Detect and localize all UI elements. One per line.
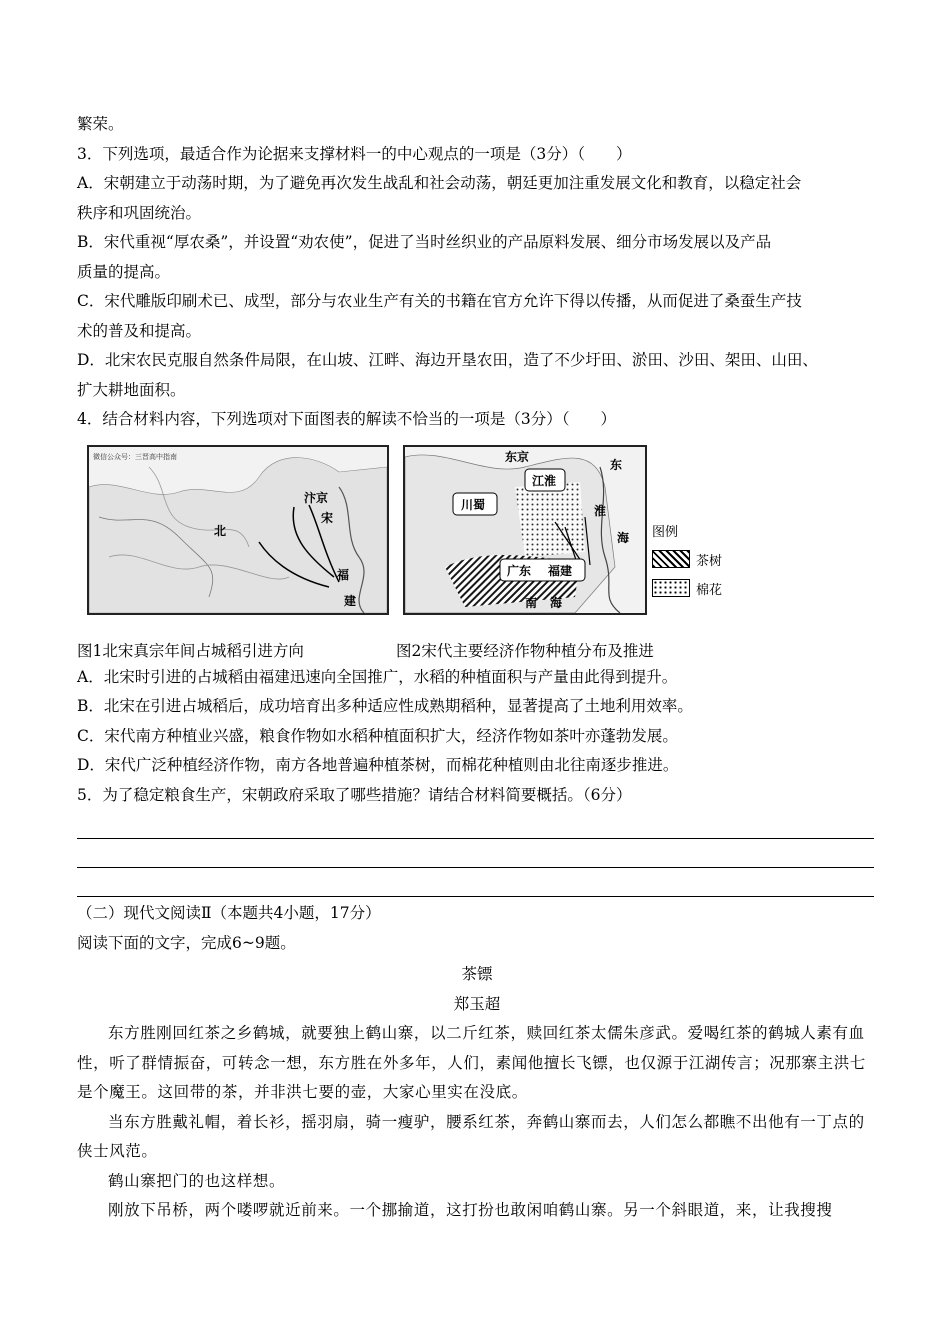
story-paragraph: 刚放下吊桥，两个喽啰就近前来。一个挪揄道，这打扮也敢闲咱鹤山寨。另一个斜眼道，来，让我搜搜: [108, 1201, 833, 1219]
q4-option-c: C．宋代南方种植业兴盛，粮食作物如水稻种植面积扩大，经济作物如茶叶亦蓬勃发展。: [77, 726, 678, 745]
story-title: 茶镖: [461, 965, 493, 983]
map1-label-jian: 建: [344, 593, 357, 608]
map-1-svg: [89, 447, 387, 613]
map-2-svg: [405, 447, 645, 613]
q3-option-b-line1: B．宋代重视“厚农桑”，并设置“劝农使”，促进了当时丝织业的产品原料发展、细分市场发展以及产品: [77, 233, 772, 251]
figure-2-map: [403, 445, 647, 615]
figure-1-caption: 图1北宋真宗年间占城稻引进方向: [77, 641, 304, 660]
legend-title: 图例: [652, 524, 679, 540]
map1-label-north: 北: [214, 523, 227, 538]
map2-label-chuanshu: 川蜀: [461, 497, 486, 512]
map2-label-fujian: 福建: [548, 563, 573, 578]
cotton-swatch: [652, 579, 690, 597]
q4-option-a: A．北宋时引进的占城稻由福建迅速向全国推广，水稻的种植面积与产量由此得到提升。: [77, 667, 678, 686]
text-line: 繁荣。: [77, 115, 124, 133]
question-4: 4．结合材料内容，下列选项对下面图表的解读不恰当的一项是（3分）（ ）: [77, 410, 616, 428]
map2-label-jianghuai: 江淮: [532, 473, 557, 488]
story-author: 郑玉超: [453, 994, 501, 1013]
map2-label-huai: 淮: [594, 503, 607, 518]
answer-line[interactable]: [77, 839, 874, 868]
story-paragraph: 东方胜刚回红茶之乡鹤城，就要独上鹤山寨，以二斤红茶，赎回红茶太儒朱彦武。爱喝红茶的鹤城人素有血性，听了群情振奋，可转念一想，东方胜在外多年，人们，素闻他擅长飞镖，也仅源于江湖传言；况那寨主洪七是个魔王。这回带的茶，并非洪七要的壶，大家心里实在没底。: [77, 1024, 866, 1101]
section-instruction: 阅读下面的文字，完成6~9题。: [77, 933, 296, 952]
map2-label-guangdong: 广东: [507, 563, 532, 578]
watermark-text: 微信公众号：三晋高中指南: [93, 452, 177, 461]
map2-label-dong: 东: [610, 457, 623, 472]
q3-option-c-line2: 术的普及和提高。: [77, 321, 202, 340]
q4-option-d: D．宋代广泛种植经济作物，南方各地普遍种植茶树，而棉花种植则由北往南逐步推进。: [77, 756, 679, 774]
q4-option-b: B．北宋在引进占城稻后，成功培育出多种适应性成熟期稻种，显著提高了土地利用效率。: [77, 697, 693, 715]
story-paragraph: 鹤山寨把门的也这样想。: [108, 1171, 286, 1190]
legend-tea: [652, 550, 722, 569]
section-header: （二）现代文阅读Ⅱ（本题共4小题，17分）: [77, 904, 381, 922]
map2-label-hai2: 海: [550, 595, 563, 610]
figures-area: [77, 441, 877, 663]
q3-option-d-line1: D．北宋农民克服自然条件局限，在山坡、江畔、海边开垦农田，造了不少圩田、淤田、沙田、架田、山田、: [77, 351, 818, 369]
exam-page: [77, 110, 877, 1226]
legend-cotton: [652, 579, 722, 598]
q3-option-a-line2: 秩序和巩固统治。: [77, 203, 202, 222]
map2-label-dongjing: 东京: [505, 449, 530, 464]
question-3: 3．下列选项，最适合作为论据来支撑材料一的中心观点的一项是（3分）（ ）: [77, 144, 632, 163]
answer-line[interactable]: [77, 810, 874, 839]
question-5: 5．为了稳定粮食生产，宋朝政府采取了哪些措施？请结合材料简要概括。（6分）: [77, 785, 632, 804]
map2-label-nan: 南: [525, 595, 538, 610]
answer-line[interactable]: [77, 868, 874, 897]
figure-2-caption: 图2宋代主要经济作物种植分布及推进: [396, 641, 654, 660]
q3-option-d-line2: 扩大耕地面积。: [77, 380, 186, 399]
map-legend: [652, 521, 722, 608]
map2-label-hai: 海: [617, 530, 630, 545]
q3-option-b-line2: 质量的提高。: [77, 262, 171, 281]
q3-option-c-line1: C．宋代雕版印刷术已、成型，部分与农业生产有关的书籍在官方允许下得以传播，从而促进了桑蚕生产技: [77, 292, 802, 310]
legend-cotton-label: 棉花: [696, 582, 723, 598]
map1-label-song: 宋: [321, 510, 334, 525]
tea-swatch: [652, 550, 690, 568]
story-paragraph: 当东方胜戴礼帽，着长衫，摇羽扇，骑一瘦驴，腰系红茶，奔鹤山寨而去，人们怎么都瞧不出他有一丁点的侠士风范。: [77, 1112, 865, 1160]
q3-option-a-line1: A．宋朝建立于动荡时期，为了避免再次发生战乱和社会动荡，朝廷更加注重发展文化和教育，以稳定社会: [77, 174, 802, 192]
map1-label-fu: 福: [337, 567, 350, 582]
legend-tea-label: 茶树: [696, 553, 723, 569]
figure-1-map: [87, 445, 389, 615]
map1-label-bianjing: 汴京: [304, 490, 329, 505]
